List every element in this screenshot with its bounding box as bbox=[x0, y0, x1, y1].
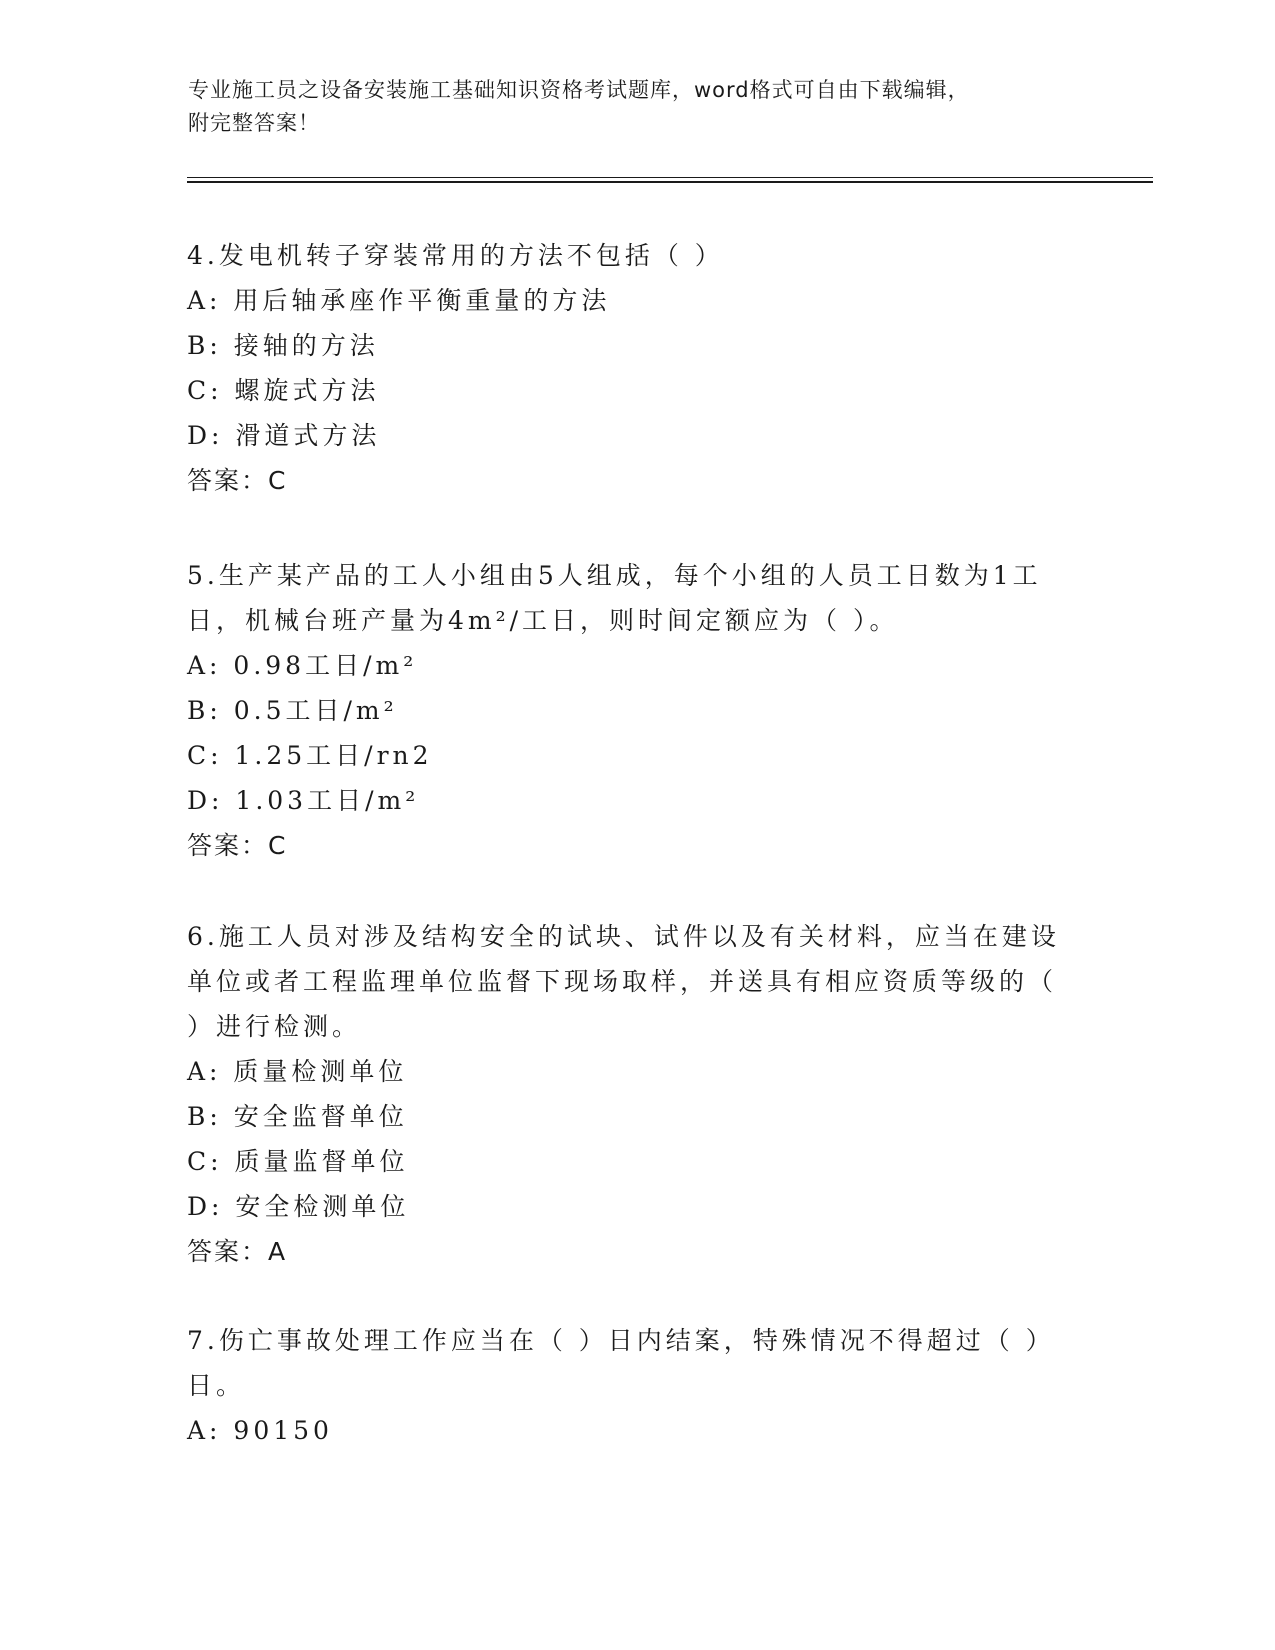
header-divider-thin bbox=[187, 177, 1153, 178]
option-c: C: 1.25工日/rn2 bbox=[187, 741, 433, 770]
header-divider-thick bbox=[187, 181, 1153, 183]
option-a: A: 质量检测单位 bbox=[187, 1057, 408, 1086]
option-c: C: 质量监督单位 bbox=[187, 1147, 409, 1176]
option-d: D: 1.03工日/m² bbox=[187, 786, 420, 815]
option-b: B: 0.5工日/m² bbox=[187, 696, 398, 725]
option-a: A: 用后轴承座作平衡重量的方法 bbox=[187, 286, 611, 315]
header-title-line-2: 附完整答案！ bbox=[188, 111, 320, 135]
question-7 bbox=[187, 1318, 1067, 1453]
question-stem: 6.施工人员对涉及结构安全的试块、试件以及有关材料，应当在建设单位或者工程监理单位监督下现场取样，并送具有相应资质等级的（ ）进行检测。 bbox=[187, 922, 1060, 1041]
option-c: C: 螺旋式方法 bbox=[187, 376, 380, 405]
answer-line: 答案：C bbox=[187, 831, 288, 860]
option-d: D: 安全检测单位 bbox=[187, 1192, 410, 1221]
answer-line: 答案：A bbox=[187, 1237, 288, 1266]
answer-line: 答案：C bbox=[187, 466, 288, 495]
question-stem: 5.生产某产品的工人小组由5人组成，每个小组的人员工日数为1工日，机械台班产量为4m²/工日，则时间定额应为（ ）。 bbox=[187, 561, 1042, 635]
option-a: A: 90150 bbox=[187, 1416, 333, 1445]
question-4 bbox=[187, 233, 1067, 503]
header-title-line-1: 专业施工员之设备安装施工基础知识资格考试题库，word格式可自由下载编辑， bbox=[188, 78, 970, 102]
option-a: A: 0.98工日/m² bbox=[187, 651, 418, 680]
option-b: B: 安全监督单位 bbox=[187, 1102, 408, 1131]
question-stem: 4.发电机转子穿装常用的方法不包括（ ） bbox=[187, 241, 724, 270]
question-5 bbox=[187, 553, 1067, 868]
document-header bbox=[188, 74, 1068, 140]
question-stem: 7.伤亡事故处理工作应当在（ ）日内结案，特殊情况不得超过（ ）日。 bbox=[187, 1326, 1055, 1400]
option-b: B: 接轴的方法 bbox=[187, 331, 379, 360]
question-6 bbox=[187, 914, 1067, 1274]
option-d: D: 滑道式方法 bbox=[187, 421, 381, 450]
